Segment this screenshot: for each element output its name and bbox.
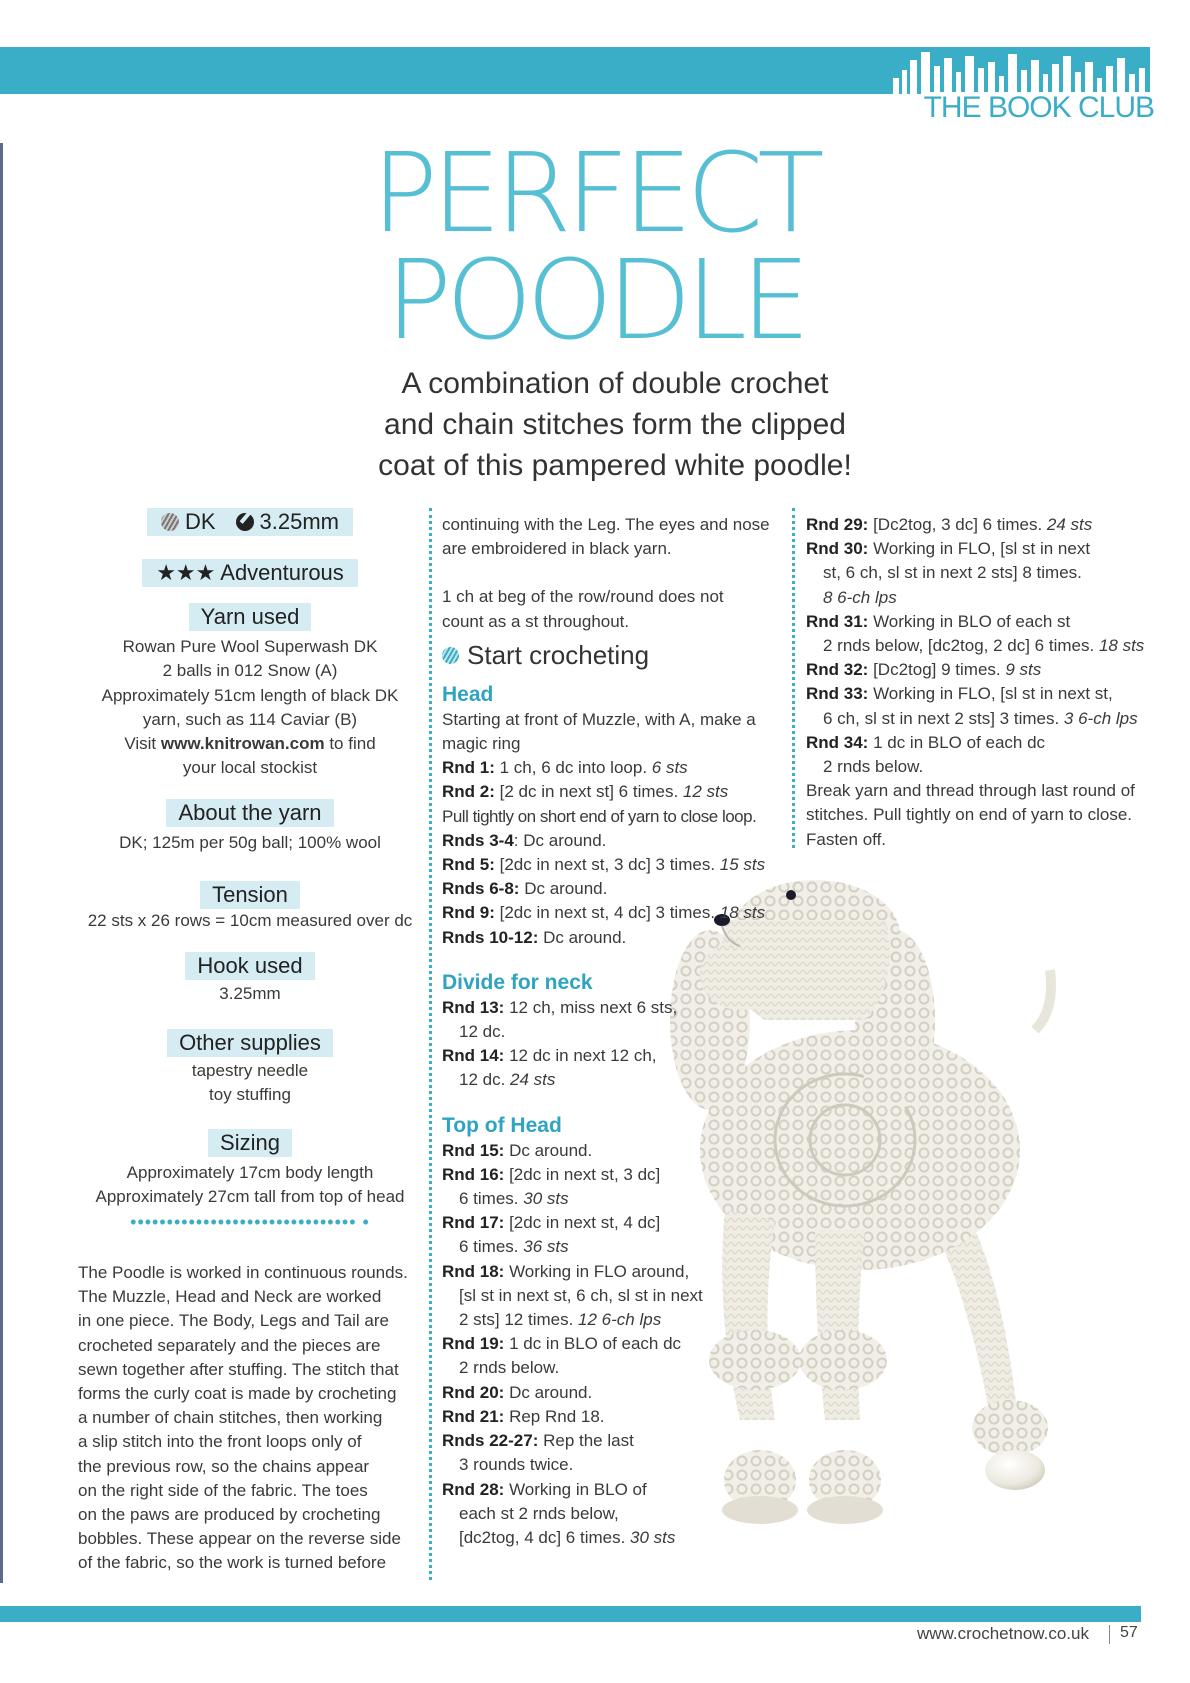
col2-top-r18-cont2: 2 sts] 12 times. <box>459 1310 579 1330</box>
col2-top-r28-label: Rnd 28: <box>442 1479 505 1499</box>
pattern-line <box>442 996 792 1020</box>
sections-tension-text: 22 sts x 26 rows = 10cm measured over dc <box>87 911 413 931</box>
pattern-line <box>442 926 792 950</box>
col3-r29-label: Rnd 29: <box>806 515 869 534</box>
pattern-line <box>806 610 1166 634</box>
pattern-line <box>442 756 792 780</box>
col2-top-r18-text: Working in FLO around, <box>504 1261 690 1281</box>
sections-yarn-used-lines-3: yarn, such as 114 Caviar (B) <box>142 709 358 729</box>
col3-r29-text: [Dc2tog, 3 dc] 6 times. <box>868 515 1047 534</box>
column-divider-1 <box>429 508 432 1580</box>
col3-r31-count: 18 sts <box>1098 636 1145 656</box>
yarn-used-heading: Yarn used <box>189 603 312 631</box>
col2-top-r18-count: 12 6-ch lps <box>578 1310 662 1330</box>
sections-yarn-used-lines-2: Approximately 51cm length of black DK <box>101 685 399 705</box>
col3-r30-count: 8 6-ch lps <box>823 587 897 607</box>
sections-sizing-lines-0: Approximately 17cm body length <box>126 1163 374 1183</box>
about-yarn-section <box>78 799 422 855</box>
col2-neck-r13-label: Rnd 13: <box>442 997 505 1017</box>
sections-other-supplies-lines-0: tapestry needle <box>191 1061 309 1081</box>
pattern-line <box>442 561 792 585</box>
col2-head-r1012-text: Dc around. <box>538 927 627 947</box>
pattern-line <box>442 901 792 925</box>
book-club-logo <box>888 48 1156 124</box>
col2-top-r16-count: 30 sts <box>523 1189 569 1209</box>
yarn-ball-icon <box>442 647 459 664</box>
pattern-line <box>442 1139 792 1163</box>
col2-head-r5-label: Rnd 5: <box>442 855 495 875</box>
col2-top-r2227-text: Rep the last <box>538 1431 634 1451</box>
col3-r33-count: 3 6-ch lps <box>1063 708 1138 728</box>
start-crocheting-heading <box>442 640 792 670</box>
col2-top-r28-cont1: each st 2 rnds below, <box>459 1503 619 1523</box>
col2-head-r9-text: [2dc in next st, 4 dc] 3 times. <box>494 903 720 923</box>
sections-yarn-used-visit-prefix: Visit <box>124 734 161 754</box>
pattern-line <box>806 634 1166 658</box>
intro-5: forms the curly coat is made by crocheting <box>78 1384 397 1404</box>
specs-level: Adventurous <box>220 560 344 585</box>
col2-top-r17-count: 36 sts <box>523 1237 569 1257</box>
col2-top-r19-text: 1 dc in BLO of each dc <box>504 1334 682 1354</box>
sections-about-yarn-text: DK; 125m per 50g ball; 100% wool <box>119 833 381 853</box>
skill-level <box>78 559 422 587</box>
pattern-line <box>442 1044 792 1068</box>
col2-top-r21-label: Rnd 21: <box>442 1406 505 1426</box>
intro-0: The Poodle is worked in continuous rounds. <box>78 1263 408 1282</box>
footer-url[interactable]: www.crochetnow.co.uk <box>917 1624 1089 1643</box>
hook-icon <box>236 513 254 531</box>
col3-r32-label: Rnd 32: <box>806 660 869 680</box>
tension-section <box>78 881 422 933</box>
col3-r33-label: Rnd 33: <box>806 684 869 704</box>
col2-note-1: count as a st throughout. <box>442 611 630 631</box>
page-number: 57 <box>1120 1624 1138 1641</box>
col2-head-r1-label: Rnd 1: <box>442 758 495 778</box>
intro-text <box>78 1261 422 1576</box>
pattern-line <box>442 1429 792 1453</box>
pattern-line <box>806 707 1166 731</box>
spec-row <box>78 508 422 536</box>
pattern-column-2 <box>442 513 792 1550</box>
col3-r31-cont: 2 rnds below, [dc2tog, 2 dc] 6 times. <box>823 636 1099 656</box>
col3-r30-label: Rnd 30: <box>806 539 869 559</box>
pattern-line <box>442 1260 792 1284</box>
col2-neck-r14-label: Rnd 14: <box>442 1046 505 1066</box>
col2-top-r28-text: Working in BLO of <box>504 1479 647 1499</box>
col2-continued-0: continuing with the Leg. The eyes and nose <box>442 515 770 534</box>
intro-12: of the fabric, so the work is turned before <box>78 1553 387 1573</box>
footer-separator <box>1109 1625 1110 1644</box>
hook-used-heading: Hook used <box>185 952 314 980</box>
intro-7: a slip stitch into the front loops only of <box>78 1432 362 1452</box>
other-supplies-section <box>78 1029 422 1108</box>
pattern-column-3 <box>806 513 1166 852</box>
col2-top-r17-label: Rnd 17: <box>442 1213 505 1233</box>
col2-head-r2-text: [2 dc in next st] 6 times. <box>494 782 683 802</box>
col2-top-r18-cont1: [sl st in next st, 6 ch, sl st in next <box>459 1285 703 1305</box>
col2-neck-r14-count: 24 sts <box>510 1070 556 1090</box>
col2-head-r34-text: : Dc around. <box>513 830 607 850</box>
yarn-weight: DK <box>184 509 216 534</box>
sections-sizing-lines-1: Approximately 27cm tall from top of head <box>95 1187 405 1207</box>
col2-neck-r13-text: 12 ch, miss next 6 sts, <box>504 997 678 1017</box>
pattern-line <box>442 1478 792 1502</box>
col3-r32-text: [Dc2tog] 9 times. <box>868 660 1006 680</box>
pattern-line <box>442 877 792 901</box>
intro-1: The Muzzle, Head and Neck are worked <box>78 1287 382 1307</box>
sections-other-supplies-lines-1: toy stuffing <box>209 1085 291 1105</box>
intro-10: on the paws are produced by crocheting <box>78 1505 381 1525</box>
hook-used-section <box>78 952 422 1006</box>
col3-r31-label: Rnd 31: <box>806 611 869 631</box>
pattern-line <box>442 1068 792 1092</box>
col3-r34-label: Rnd 34: <box>806 732 869 752</box>
rowan-link[interactable]: www.knitrowan.com <box>160 734 325 754</box>
col2-top-r21-text: Rep Rnd 18. <box>504 1406 605 1426</box>
dotted-divider: ••••••••••••••••••••••••••••••• • <box>130 1211 370 1232</box>
col2-neck-r14-cont: 12 dc. <box>459 1070 511 1090</box>
intro-4: sewn together after stuffing. The stitch that <box>78 1359 399 1379</box>
col3-r29-count: 24 sts <box>1046 515 1093 534</box>
col2-top-r15-label: Rnd 15: <box>442 1140 505 1160</box>
col2-top-r19-label: Rnd 19: <box>442 1334 505 1354</box>
col2-head-intro-1: magic ring <box>442 734 521 754</box>
pattern-line <box>806 658 1166 682</box>
column-divider-2 <box>792 508 795 848</box>
col2-head-r1012-label: Rnds 10-12: <box>442 927 539 947</box>
pattern-line <box>806 513 1166 537</box>
pattern-line <box>442 853 792 877</box>
col2-top-r16-label: Rnd 16: <box>442 1164 505 1184</box>
col2-start-heading: Start crocheting <box>467 639 650 670</box>
left-edge-rule <box>0 143 3 1583</box>
intro-6: a number of chain stitches, then working <box>78 1408 383 1428</box>
other-supplies-heading: Other supplies <box>167 1029 333 1057</box>
col3-r31-text: Working in BLO of each st <box>868 611 1071 631</box>
col3-r30-text: Working in FLO, [sl st in next <box>868 539 1091 559</box>
title-line-1: PERFECT <box>371 129 819 257</box>
footer-bar <box>0 1606 1141 1622</box>
sections-yarn-used-visit-line2: your local stockist <box>182 758 318 778</box>
col2-continued-1: are embroidered in black yarn. <box>442 539 672 559</box>
pattern-line <box>806 731 1166 755</box>
col2-head-r68-text: Dc around. <box>519 879 608 899</box>
col2-head-r1-text: 1 ch, 6 dc into loop. <box>494 758 652 778</box>
top-of-head-heading: Top of Head <box>442 1113 562 1137</box>
pattern-line <box>442 1187 792 1211</box>
col2-top-r2227-cont: 3 rounds twice. <box>459 1455 574 1475</box>
col2-top-r15-text: Dc around. <box>504 1140 593 1160</box>
col2-neck-r13-cont: 12 dc. <box>459 1022 506 1042</box>
col2-top-r28-count: 30 sts <box>630 1527 676 1547</box>
sizing-heading: Sizing <box>208 1129 292 1157</box>
col2-head-r2-label: Rnd 2: <box>442 782 495 802</box>
about-yarn-heading: About the yarn <box>166 799 333 827</box>
intro-2: in one piece. The Body, Legs and Tail are <box>78 1311 389 1331</box>
col2-head-r9-label: Rnd 9: <box>442 903 495 923</box>
col2-neck-r14-text: 12 dc in next 12 ch, <box>504 1046 657 1066</box>
col2-head-r2-count: 12 sts <box>682 782 729 802</box>
col2-top-r18-label: Rnd 18: <box>442 1261 505 1281</box>
pattern-line <box>442 1235 792 1259</box>
col2-top-r20-label: Rnd 20: <box>442 1382 505 1402</box>
pattern-line <box>442 1163 792 1187</box>
sizing-section <box>78 1129 422 1234</box>
pattern-line <box>442 1211 792 1235</box>
col3-finish-1: stitches. Pull tightly on end of yarn to close. <box>806 805 1133 825</box>
col2-head-pull: Pull tightly on short end of yarn to close loop. <box>442 806 757 826</box>
book-club-label: THE BOOK CLUB <box>923 91 1154 124</box>
col2-head-r5-text: [2dc in next st, 3 dc] 3 times. <box>494 855 720 875</box>
col2-head-r34-label: Rnds 3-4 <box>442 830 514 850</box>
sections-yarn-used-visit-suffix: to find <box>324 734 376 754</box>
col2-top-r16-text: [2dc in next st, 3 dc] <box>504 1164 661 1184</box>
pattern-line <box>442 1405 792 1429</box>
col3-finish-0: Break yarn and thread through last round of <box>806 781 1135 801</box>
col2-top-r19-cont: 2 rnds below. <box>459 1358 560 1378</box>
intro-3: crocheted separately and the pieces are <box>78 1335 381 1355</box>
tension-heading: Tension <box>200 881 300 909</box>
col3-r33-cont: 6 ch, sl st in next 2 sts] 3 times. <box>823 708 1064 728</box>
subtitle-line3: coat of this pampered white poodle! <box>378 449 852 482</box>
yarn-ball-icon <box>161 513 179 531</box>
col3-r32-count: 9 sts <box>1005 660 1042 680</box>
col2-head-intro-0: Starting at front of Muzzle, with A, make a <box>442 709 756 729</box>
pattern-line <box>442 1308 792 1332</box>
pattern-line <box>442 1526 792 1550</box>
col3-r34-text: 1 dc in BLO of each dc <box>868 732 1046 752</box>
col2-head-r5-count: 15 sts <box>719 855 766 875</box>
pattern-line <box>442 1381 792 1405</box>
hook-size: 3.25mm <box>259 509 340 534</box>
intro-8: the previous row, so the chains appear <box>78 1456 370 1476</box>
sections-hook-used-text: 3.25mm <box>219 984 281 1004</box>
col3-finish-2: Fasten off. <box>806 829 887 849</box>
intro-11: bobbles. These appear on the reverse side <box>78 1529 401 1549</box>
star-icons: ★★★ <box>156 560 216 585</box>
col2-head-r68-label: Rnds 6-8: <box>442 879 520 899</box>
divide-neck-heading: Divide for neck <box>442 970 593 994</box>
sections-yarn-used-lines-1: 2 balls in 012 Snow (A) <box>162 661 338 681</box>
col2-top-r28-cont2: [dc2tog, 4 dc] 6 times. <box>459 1527 631 1547</box>
col2-top-r2227-label: Rnds 22-27: <box>442 1431 539 1451</box>
pattern-line <box>806 537 1166 561</box>
col2-head-r9-count: 18 sts <box>719 903 766 923</box>
pattern-line <box>442 1332 792 1356</box>
col2-top-r17-cont: 6 times. <box>459 1237 524 1257</box>
col2-top-r17-text: [2dc in next st, 4 dc] <box>504 1213 661 1233</box>
head-heading: Head <box>442 682 494 706</box>
pattern-line <box>442 829 792 853</box>
pattern-line <box>442 780 792 804</box>
col3-r33-text: Working in FLO, [sl st in next st, <box>868 684 1113 704</box>
subtitle-line2: and chain stitches form the clipped <box>384 408 846 441</box>
subtitle <box>0 363 1190 486</box>
col2-head-r1-count: 6 sts <box>651 758 688 778</box>
yarn-used-section <box>78 603 422 780</box>
subtitle-line1: A combination of double crochet <box>401 367 829 400</box>
title-line-2: POODLE <box>385 236 805 364</box>
sections-yarn-used-lines-0: Rowan Pure Wool Superwash DK <box>122 637 378 657</box>
col2-top-r16-cont: 6 times. <box>459 1189 524 1209</box>
col2-note-0: 1 ch at beg of the row/round does not <box>442 587 724 607</box>
intro-9: on the right side of the fabric. The toes <box>78 1480 368 1500</box>
col3-r30-cont1: st, 6 ch, sl st in next 2 sts] 8 times. <box>823 563 1082 583</box>
col3-r34-cont: 2 rnds below. <box>823 757 924 777</box>
col2-top-r20-text: Dc around. <box>504 1382 593 1402</box>
pattern-line <box>806 682 1166 706</box>
